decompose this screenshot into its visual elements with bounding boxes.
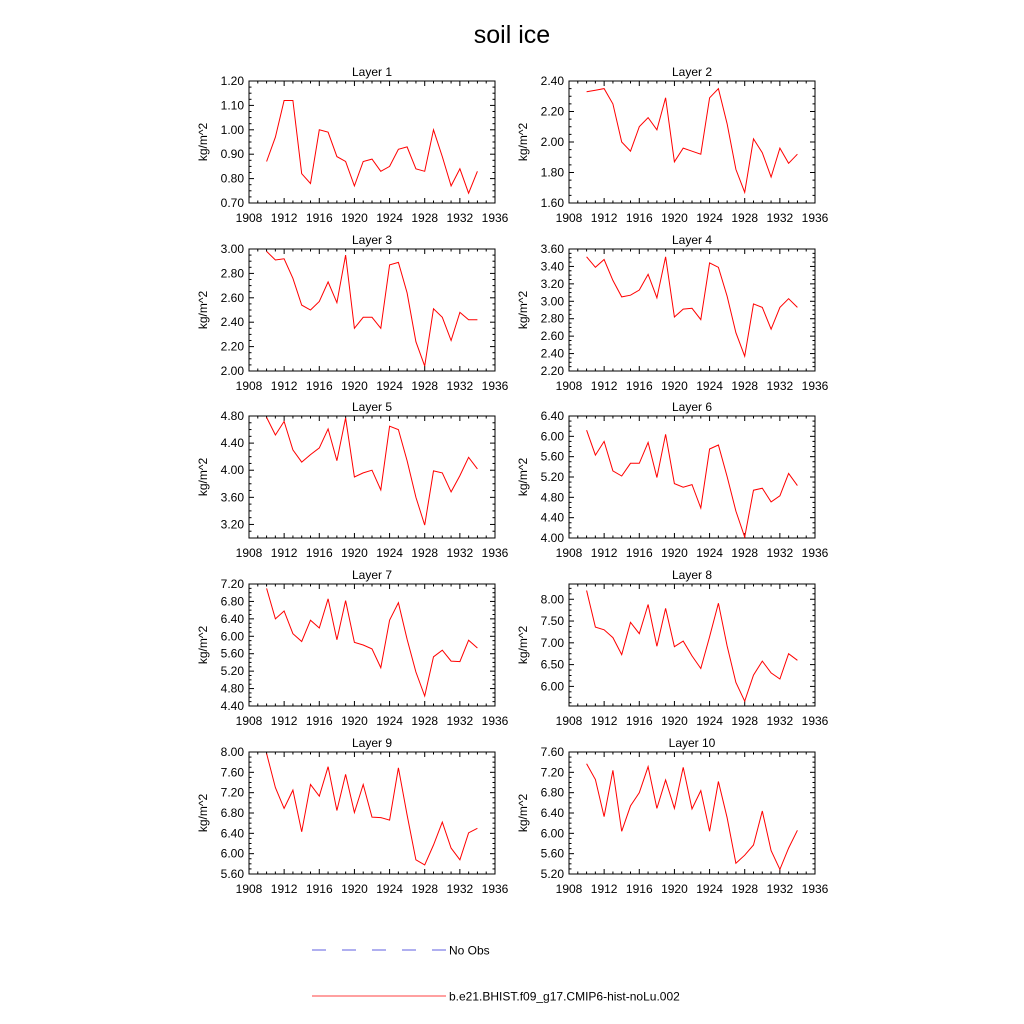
- x-tick-label: 1916: [305, 379, 333, 393]
- y-tick-label: 4.40: [220, 699, 244, 713]
- x-tick-label: 1928: [411, 546, 439, 560]
- x-tick-label: 1920: [341, 882, 368, 896]
- series-line: [587, 89, 798, 193]
- x-tick-label: 1924: [376, 714, 403, 728]
- x-tick-label: 1916: [625, 882, 653, 896]
- y-tick-label: 3.20: [220, 517, 244, 532]
- x-tick-label: 1932: [766, 714, 794, 728]
- panels: [196, 65, 829, 896]
- panel-8: [516, 568, 829, 728]
- y-axis-label: kg/m^2: [196, 457, 210, 497]
- x-tick-label: 1924: [376, 211, 403, 225]
- y-tick-label: 6.40: [220, 826, 244, 841]
- y-tick-label: 2.40: [540, 346, 564, 361]
- y-tick-label: 2.60: [540, 329, 564, 344]
- x-tick-label: 1928: [411, 882, 439, 896]
- series-line: [267, 417, 478, 525]
- x-tick-label: 1924: [696, 882, 723, 896]
- y-tick-label: 2.20: [540, 104, 564, 119]
- y-tick-label: 2.00: [540, 135, 564, 149]
- series-line: [587, 430, 798, 537]
- x-tick-label: 1920: [661, 379, 688, 393]
- y-tick-label: 2.60: [220, 290, 244, 305]
- y-tick-label: 4.80: [220, 409, 244, 423]
- x-tick-label: 1932: [446, 211, 474, 225]
- series-line: [587, 257, 798, 356]
- x-tick-label: 1936: [481, 379, 509, 393]
- x-tick-label: 1924: [376, 546, 403, 560]
- y-tick-label: 5.60: [220, 867, 244, 881]
- panel-title: Layer 2: [671, 65, 713, 79]
- y-axis-label: kg/m^2: [196, 625, 210, 665]
- y-tick-label: 1.20: [220, 74, 244, 88]
- plot-frame: [249, 81, 495, 203]
- plot-frame: [569, 584, 815, 706]
- panel-3: [196, 233, 509, 393]
- x-tick-label: 1928: [731, 211, 759, 225]
- y-tick-label: 3.60: [220, 490, 244, 505]
- y-tick-label: 6.00: [540, 429, 564, 444]
- x-tick-label: 1928: [731, 546, 759, 560]
- y-tick-label: 2.40: [540, 74, 564, 88]
- x-tick-label: 1936: [801, 714, 829, 728]
- y-tick-label: 6.80: [220, 806, 244, 820]
- x-tick-label: 1908: [235, 211, 263, 225]
- x-tick-label: 1936: [801, 211, 829, 225]
- x-tick-label: 1932: [446, 546, 474, 560]
- x-tick-label: 1920: [661, 211, 688, 225]
- x-tick-label: 1908: [235, 714, 263, 728]
- x-tick-label: 1912: [590, 546, 618, 560]
- plot-frame: [249, 752, 495, 874]
- y-tick-label: 6.00: [220, 629, 244, 644]
- y-tick-label: 7.20: [540, 765, 564, 780]
- y-tick-label: 6.50: [540, 657, 564, 672]
- x-tick-label: 1908: [235, 379, 263, 393]
- y-tick-label: 5.20: [220, 664, 244, 679]
- y-tick-label: 6.80: [540, 785, 564, 800]
- plot-frame: [569, 752, 815, 874]
- y-tick-label: 4.40: [540, 510, 564, 525]
- x-tick-label: 1936: [481, 714, 509, 728]
- y-tick-label: 1.10: [220, 98, 244, 113]
- y-tick-label: 5.60: [540, 846, 564, 861]
- x-tick-label: 1924: [376, 379, 403, 393]
- figure-title: soil ice: [473, 21, 551, 49]
- x-tick-label: 1932: [766, 211, 794, 225]
- x-tick-label: 1932: [446, 714, 474, 728]
- x-tick-label: 1912: [270, 546, 298, 560]
- x-tick-label: 1920: [661, 714, 688, 728]
- x-tick-label: 1908: [555, 882, 583, 896]
- x-tick-label: 1916: [305, 211, 333, 225]
- y-tick-label: 4.00: [540, 531, 564, 545]
- panel-7: [196, 568, 509, 728]
- panel-4: [516, 233, 829, 393]
- x-tick-label: 1908: [235, 546, 263, 560]
- legend-label-model: b.e21.BHIST.f09_g17.CMIP6-hist-noLu.002: [449, 989, 680, 1004]
- x-tick-label: 1928: [731, 379, 759, 393]
- x-tick-label: 1920: [341, 379, 368, 393]
- panel-title: Layer 3: [351, 233, 393, 247]
- y-tick-label: 7.20: [220, 577, 244, 591]
- y-tick-label: 2.40: [220, 315, 244, 330]
- x-tick-label: 1920: [661, 882, 688, 896]
- x-tick-label: 1912: [270, 211, 298, 225]
- x-tick-label: 1936: [801, 882, 829, 896]
- y-tick-label: 0.70: [220, 196, 244, 210]
- panel-title: Layer 9: [351, 736, 393, 750]
- panel-title: Layer 4: [671, 233, 713, 247]
- x-tick-label: 1916: [625, 546, 653, 560]
- y-tick-label: 6.40: [220, 611, 244, 626]
- plot-frame: [249, 249, 495, 371]
- x-tick-label: 1912: [270, 714, 298, 728]
- plot-frame: [569, 81, 815, 203]
- plot-frame: [569, 416, 815, 538]
- y-axis-label: kg/m^2: [196, 290, 210, 330]
- x-tick-label: 1916: [625, 714, 653, 728]
- y-tick-label: 5.60: [220, 646, 244, 661]
- x-tick-label: 1936: [801, 379, 829, 393]
- y-tick-label: 6.40: [540, 806, 564, 820]
- plot-frame: [569, 249, 815, 371]
- y-tick-label: 7.20: [220, 785, 244, 800]
- x-tick-label: 1932: [766, 546, 794, 560]
- panel-1: [196, 65, 509, 225]
- y-tick-label: 3.60: [540, 242, 564, 256]
- y-tick-label: 3.00: [540, 294, 564, 309]
- legend: [312, 944, 680, 1004]
- x-tick-label: 1912: [590, 882, 618, 896]
- y-tick-label: 6.00: [540, 826, 564, 841]
- x-tick-label: 1928: [411, 211, 439, 225]
- plot-frame: [249, 416, 495, 538]
- panel-10: [516, 736, 829, 896]
- y-tick-label: 7.50: [540, 614, 564, 629]
- y-tick-label: 3.40: [540, 259, 564, 274]
- x-tick-label: 1924: [376, 882, 403, 896]
- y-axis-label: kg/m^2: [516, 122, 530, 162]
- y-axis-label: kg/m^2: [516, 793, 530, 833]
- x-tick-label: 1916: [305, 714, 333, 728]
- x-tick-label: 1916: [625, 211, 653, 225]
- y-tick-label: 5.20: [540, 867, 564, 881]
- y-tick-label: 4.80: [540, 490, 564, 505]
- x-tick-label: 1920: [341, 714, 368, 728]
- x-tick-label: 1932: [446, 379, 474, 393]
- series-line: [587, 591, 798, 702]
- panel-6: [516, 400, 829, 560]
- x-tick-label: 1912: [270, 379, 298, 393]
- x-tick-label: 1920: [341, 546, 368, 560]
- x-tick-label: 1928: [731, 882, 759, 896]
- x-tick-label: 1928: [731, 714, 759, 728]
- x-tick-label: 1932: [766, 379, 794, 393]
- y-axis-label: kg/m^2: [196, 122, 210, 162]
- x-tick-label: 1924: [696, 546, 723, 560]
- x-tick-label: 1924: [696, 379, 723, 393]
- y-axis-label: kg/m^2: [516, 625, 530, 665]
- y-tick-label: 6.40: [540, 409, 564, 423]
- x-tick-label: 1908: [555, 714, 583, 728]
- y-tick-label: 2.00: [220, 364, 244, 378]
- x-tick-label: 1912: [590, 379, 618, 393]
- series-line: [267, 588, 478, 696]
- x-tick-label: 1908: [555, 546, 583, 560]
- y-axis-label: kg/m^2: [516, 290, 530, 330]
- y-tick-label: 2.20: [540, 364, 564, 378]
- x-tick-label: 1928: [411, 379, 439, 393]
- x-tick-label: 1928: [411, 714, 439, 728]
- series-line: [267, 754, 478, 865]
- x-tick-label: 1924: [696, 211, 723, 225]
- x-tick-label: 1936: [801, 546, 829, 560]
- series-line: [267, 101, 478, 194]
- plot-frame: [249, 584, 495, 706]
- x-tick-label: 1912: [590, 211, 618, 225]
- x-tick-label: 1916: [625, 379, 653, 393]
- panel-title: Layer 6: [671, 400, 713, 414]
- panel-title: Layer 8: [671, 568, 713, 582]
- x-tick-label: 1924: [696, 714, 723, 728]
- y-tick-label: 4.40: [220, 436, 244, 451]
- y-tick-label: 1.00: [220, 122, 244, 137]
- y-tick-label: 1.60: [540, 196, 564, 210]
- x-tick-label: 1916: [305, 882, 333, 896]
- x-tick-label: 1932: [446, 882, 474, 896]
- panel-title: Layer 5: [351, 400, 393, 414]
- x-tick-label: 1936: [481, 211, 509, 225]
- x-tick-label: 1936: [481, 546, 509, 560]
- panel-2: [516, 65, 829, 225]
- y-tick-label: 2.80: [540, 311, 564, 326]
- series-line: [587, 764, 798, 870]
- x-tick-label: 1908: [555, 211, 583, 225]
- y-tick-label: 4.80: [220, 681, 244, 696]
- panel-9: [196, 736, 509, 896]
- y-axis-label: kg/m^2: [196, 793, 210, 833]
- y-tick-label: 6.80: [220, 594, 244, 609]
- panel-title: Layer 7: [351, 568, 393, 582]
- x-tick-label: 1908: [235, 882, 263, 896]
- panel-title: Layer 10: [668, 736, 716, 750]
- y-tick-label: 8.00: [220, 745, 244, 759]
- y-tick-label: 1.80: [540, 165, 564, 180]
- y-tick-label: 6.00: [540, 679, 564, 694]
- x-tick-label: 1908: [555, 379, 583, 393]
- y-tick-label: 2.80: [220, 266, 244, 281]
- y-tick-label: 5.20: [540, 470, 564, 484]
- y-tick-label: 3.00: [220, 242, 244, 256]
- y-tick-label: 5.60: [540, 449, 564, 464]
- y-tick-label: 4.00: [220, 463, 244, 478]
- legend-label-no-obs: No Obs: [449, 943, 490, 958]
- x-tick-label: 1920: [341, 211, 368, 225]
- x-tick-label: 1912: [270, 882, 298, 896]
- y-tick-label: 2.20: [220, 339, 244, 354]
- panel-5: [196, 400, 509, 560]
- y-tick-label: 7.60: [220, 765, 244, 780]
- x-tick-label: 1932: [766, 882, 794, 896]
- x-tick-label: 1912: [590, 714, 618, 728]
- x-tick-label: 1920: [661, 546, 688, 560]
- y-axis-label: kg/m^2: [516, 457, 530, 497]
- panel-title: Layer 1: [351, 65, 393, 79]
- x-tick-label: 1916: [305, 546, 333, 560]
- y-tick-label: 3.20: [540, 276, 564, 291]
- y-tick-label: 6.00: [220, 846, 244, 861]
- y-tick-label: 7.60: [540, 745, 564, 759]
- y-tick-label: 7.00: [540, 635, 564, 650]
- y-tick-label: 8.00: [540, 592, 564, 607]
- y-tick-label: 0.90: [220, 147, 244, 162]
- y-tick-label: 0.80: [220, 171, 244, 186]
- series-line: [267, 251, 478, 366]
- x-tick-label: 1936: [481, 882, 509, 896]
